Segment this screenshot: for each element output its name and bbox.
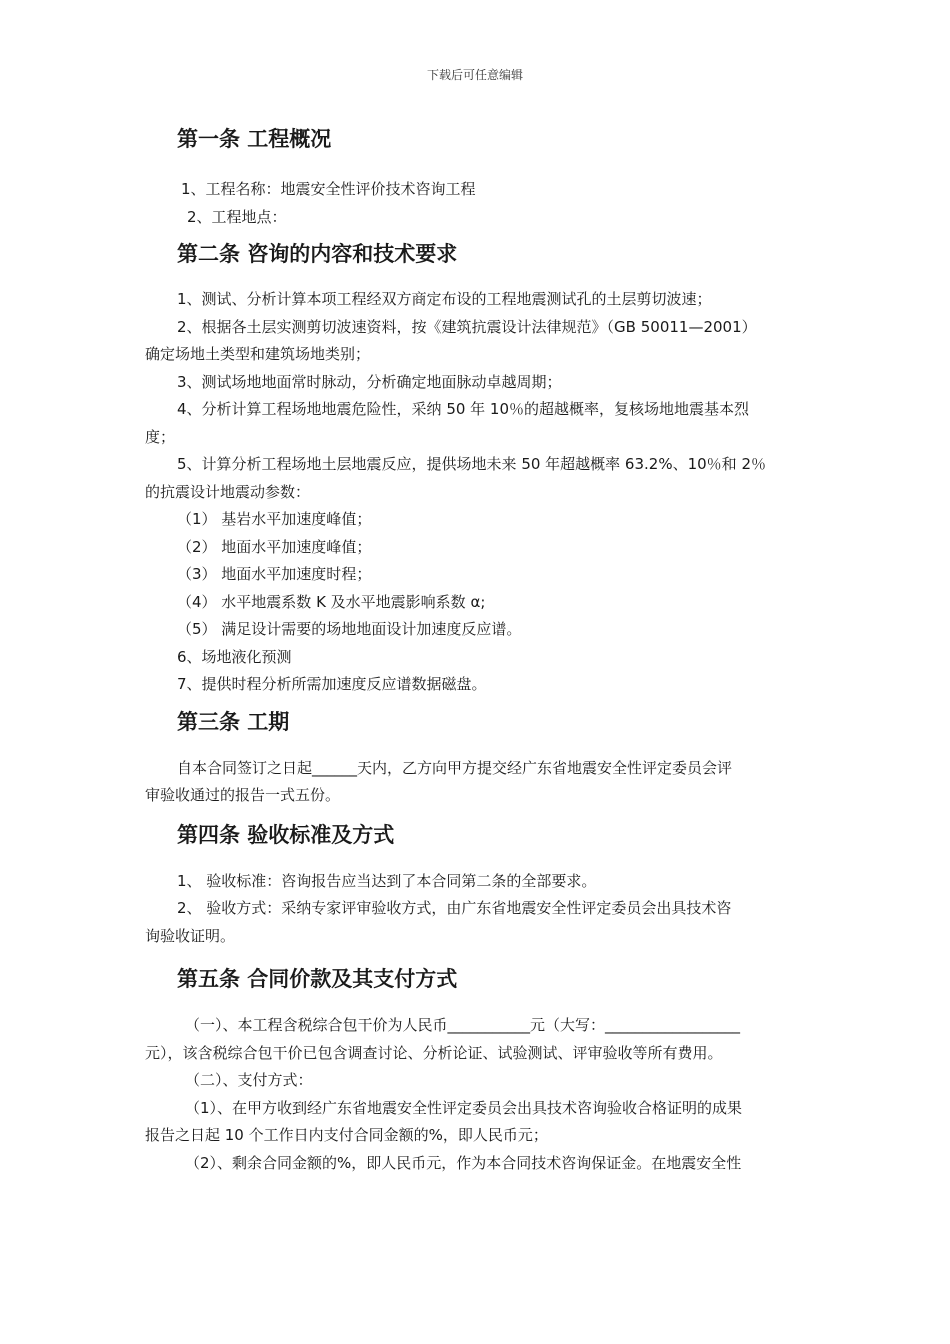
s2-item-4-line-1: 4、分析计算工程场地地震危险性，采纳 50 年 10％的超越概率，复核场地地震基本烈 [177,400,750,418]
s5-para-2: （二）、支付方式： [185,1071,313,1089]
s1-item-1: 1、工程名称：地震安全性评价技术咨询工程 [181,180,476,198]
s2-item-4-line-2: 度； [145,427,176,446]
s5-para-4-line-1: （2）、剩余合同金额的%，即人民币元，作为本合同技术咨询保证金。在地震安全性 [185,1153,742,1172]
s2-item-1: 1、测试、分析计算本项工程经双方商定布设的工程地震测试孔的土层剪切波速； [177,290,712,308]
s4-item-2-line-1: 2、 验收方式：采纳专家评审验收方式，由广东省地震安全性评定委员会出具技术咨 [177,899,732,917]
section-3-heading: 第三条 工期 [177,709,290,734]
s2-item-2-line-1: 2、根据各土层实测剪切波速资料，按《建筑抗震设计法律规范》（GB 50011—2001） [177,317,757,336]
s2-item-3: 3、测试场地地面常时脉动，分析确定地面脉动卓越周期； [177,372,562,391]
s2-sub-5: （5） 满足设计需要的场地地面设计加速度反应谱。 [177,620,522,638]
s2-sub-4: （4） 水平地震系数 K 及水平地震影响系数 α; [177,592,486,611]
s3-line-2: 审验收通过的报告一式五份。 [145,786,341,804]
s5-para-3-line-2: 报告之日起 10 个工作日内支付合同金额的%，即人民币元； [145,1126,548,1144]
s2-item-6: 6、场地液化预测 [177,647,292,666]
s5-para-3-line-1: （1）、在甲方收到经广东省地震安全性评定委员会出具技术咨询验收合格证明的成果 [185,1098,743,1117]
s2-sub-3: （3） 地面水平加速度时程； [177,565,372,583]
section-2-heading: 第二条 咨询的内容和技术要求 [177,242,458,266]
section-4-heading: 第四条 验收标准及方式 [177,822,395,847]
s4-item-1: 1、 验收标准：咨询报告应当达到了本合同第二条的全部要求。 [177,871,597,890]
s2-item-5-line-1: 5、计算分析工程场地土层地震反应，提供场地未来 50 年超越概率 63.2%、10％和 2％ [177,455,766,473]
s2-sub-2: （2） 地面水平加速度峰值； [177,537,372,556]
section-5-heading: 第五条 合同价款及其支付方式 [177,967,458,991]
s2-item-2-line-2: 确定场地土类型和建筑场地类别； [145,345,371,363]
s4-item-2-line-2: 询验收证明。 [145,926,236,945]
s2-item-5-line-2: 的抗震设计地震动参数： [145,482,311,501]
page-header: 下载后可任意编辑 [426,68,523,82]
s2-item-7: 7、提供时程分析所需加速度反应谱数据磁盘。 [177,675,487,693]
s2-sub-1: （1） 基岩水平加速度峰值； [177,510,372,528]
s3-line-1: 自本合同签订之日起______天内，乙方向甲方提交经广东省地震安全性评定委员会评 [177,758,733,777]
s5-para-1-line-2: 元），该含税综合包干价已包含调查讨论、分析论证、试验测试、评审验收等所有费用。 [145,1043,723,1062]
s5-para-1-line-1: （一）、本工程含税综合包干价为人民币___________元（大写：__________________ [185,1016,741,1034]
section-1-heading: 第一条 工程概况 [177,127,332,151]
document-body [145,118,807,1177]
s1-item-2: 2、工程地点： [187,207,287,226]
